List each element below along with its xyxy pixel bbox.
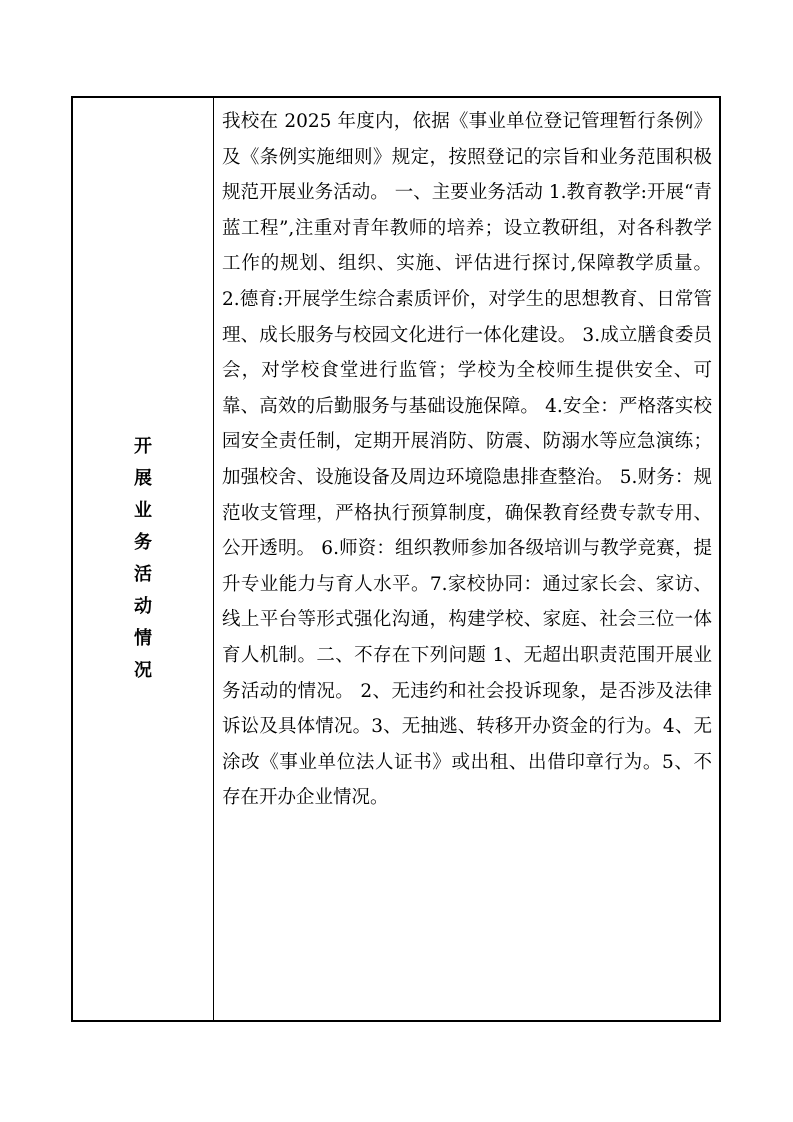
section-label-char: 动 (134, 596, 152, 617)
section-label (134, 431, 152, 687)
report-table (71, 96, 721, 1022)
section-content-text: 我校在 2025 年度内，依据《事业单位登记管理暂行条例》及《条例实施细则》规定，按照登记的宗旨和业务范围积极规范开展业务活动。 一、主要业务活动 1.教育教学:开展“青蓝工程”,注重对青年教师的培养；设立教研组，对各科教学工作的规划、组织、实施、评估进行探讨,保障教学质量。 2.德育:开展学生综合素质评价，对学生的思想教育、日常管理、成长服务与校园文化进行一体化建设。 3.成立膳食委员会，对学校食堂进行监管；学校为全校师生提供安全、可靠、高效的后勤服务与基础设施保障。 4.安全：严格落实校园安全责任制，定期开展消防、防震、防溺水等应急演练；加强校舍、设施设备及周边环境隐患排查整治。 5.财务：规范收支管理，严格执行预算制度，确保教育经费专款专用、公开透明。 6.师资：组织教师参加各级培训与教学竞赛，提升专业能力与育人水平。7.家校协同：通过家长会、家访、线上平台等形式强化沟通，构建学校、家庭、社会三位一体育人机制。二、不存在下列问题 1、无超出职责范围开展业务活动的情况。 2、无违约和社会投诉现象，是否涉及法律诉讼及具体情况。3、无抽逃、转移开办资金的行为。4、无涂改《事业单位法人证书》或出租、出借印章行为。5、不存在开办企业情况。 (222, 111, 712, 809)
section-label-cell (73, 98, 214, 1020)
section-label-char: 况 (134, 660, 152, 681)
section-label-char: 务 (134, 532, 152, 553)
section-label-char: 情 (134, 628, 152, 649)
section-label-char: 业 (134, 500, 152, 521)
section-label-char: 活 (134, 564, 152, 585)
section-label-char: 展 (134, 468, 152, 489)
section-label-char: 开 (134, 436, 152, 457)
section-content-cell (214, 98, 719, 1020)
